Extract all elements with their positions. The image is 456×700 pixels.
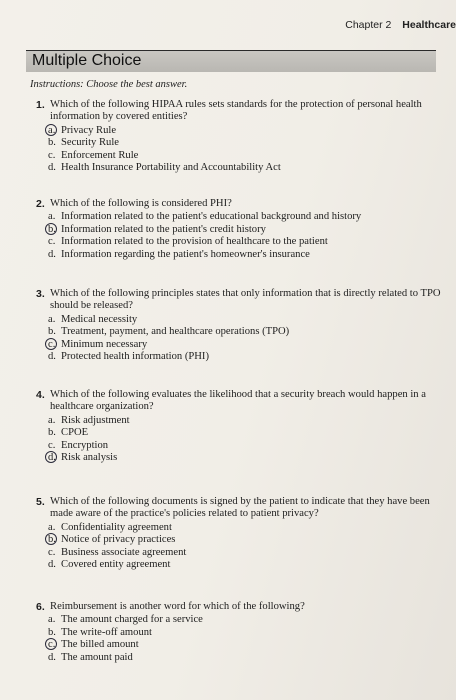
circled-option-letter: b. xyxy=(48,534,61,546)
question-number: 2. xyxy=(36,198,45,210)
option-text: Health Insurance Portability and Accountability Act xyxy=(61,162,281,174)
option-text: CPOE xyxy=(61,427,89,439)
answer-option xyxy=(48,339,446,351)
option-text: Medical necessity xyxy=(61,313,138,325)
option-text: The write-off amount xyxy=(61,626,152,638)
option-text: Risk adjustment xyxy=(61,414,130,426)
answer-options xyxy=(48,211,446,261)
answer-option xyxy=(48,236,446,248)
answer-option xyxy=(48,547,446,559)
option-letter: a. xyxy=(48,211,56,223)
answer-option xyxy=(48,150,446,162)
question-text: Which of the following principles states that only information that is directly related to TPO should be released? xyxy=(50,288,441,312)
option-text: Information related to the patient's educational background and history xyxy=(61,211,362,223)
answer-options xyxy=(48,314,446,364)
circled-option-letter: c. xyxy=(48,639,61,651)
question-text: Which of the following HIPAA rules sets standards for the protection of personal health information by covered entities? xyxy=(50,99,422,123)
question-stem xyxy=(36,389,446,414)
option-text: Minimum necessary xyxy=(61,338,148,350)
answer-option xyxy=(48,440,446,452)
circled-option-letter: a. xyxy=(48,125,61,137)
circled-option-letter: c. xyxy=(48,339,61,351)
answer-options xyxy=(48,522,446,572)
question-3 xyxy=(36,288,446,363)
option-text: Privacy Rule xyxy=(61,124,117,136)
option-letter: b. xyxy=(48,427,56,439)
question-6 xyxy=(36,601,446,664)
question-2 xyxy=(36,198,446,261)
option-letter: d. xyxy=(48,248,56,260)
question-text: Which of the following is considered PHI? xyxy=(50,198,232,209)
option-letter: b. xyxy=(48,326,56,338)
answer-option xyxy=(48,162,446,174)
question-5 xyxy=(36,496,446,571)
answer-option xyxy=(48,125,446,137)
answer-option xyxy=(48,559,446,571)
option-letter: d. xyxy=(48,651,56,663)
option-letter: c. xyxy=(48,546,56,558)
subject-label: Healthcare xyxy=(402,19,456,31)
option-letter: c. xyxy=(48,439,56,451)
question-text: Which of the following documents is signed by the patient to indicate that they have been made aware of the practice's policies related to patient privacy? xyxy=(50,496,430,520)
option-letter: a. xyxy=(48,614,56,626)
option-letter: d. xyxy=(48,351,56,363)
option-text: The amount paid xyxy=(61,651,133,663)
option-text: Confidentiality agreement xyxy=(61,521,172,533)
question-number: 3. xyxy=(36,288,45,300)
option-text: The amount charged for a service xyxy=(61,614,203,626)
answer-option xyxy=(48,522,446,534)
answer-option xyxy=(48,249,446,261)
option-text: Information regarding the patient's homeowner's insurance xyxy=(61,248,310,260)
option-text: The billed amount xyxy=(61,639,139,651)
question-4 xyxy=(36,389,446,464)
option-text: Risk analysis xyxy=(61,452,118,464)
question-number: 1. xyxy=(36,99,45,111)
option-letter: a. xyxy=(48,521,56,533)
option-text: Information related to the patient's credit history xyxy=(61,223,266,235)
answer-options xyxy=(48,125,446,175)
answer-option xyxy=(48,614,446,626)
question-number: 6. xyxy=(36,601,45,613)
circled-option-letter: b. xyxy=(48,224,61,236)
running-header xyxy=(345,19,456,31)
answer-option xyxy=(48,452,446,464)
answer-option xyxy=(48,427,446,439)
answer-option xyxy=(48,137,446,149)
option-letter: c. xyxy=(48,236,56,248)
option-text: Security Rule xyxy=(61,137,119,149)
option-text: Enforcement Rule xyxy=(61,149,139,161)
option-text: Encryption xyxy=(61,439,109,451)
option-letter: d. xyxy=(48,559,56,571)
option-text: Business associate agreement xyxy=(61,546,187,558)
answer-option xyxy=(48,639,446,651)
answer-option xyxy=(48,314,446,326)
answer-option xyxy=(48,326,446,338)
question-stem xyxy=(36,198,446,210)
option-text: Notice of privacy practices xyxy=(61,534,176,546)
section-title: Multiple Choice xyxy=(32,52,142,69)
section-header-bar xyxy=(26,50,436,72)
option-text: Protected health information (PHI) xyxy=(61,351,209,363)
question-stem xyxy=(36,601,446,613)
answer-option xyxy=(48,652,446,664)
option-letter: a. xyxy=(48,313,56,325)
question-text: Reimbursement is another word for which of the following? xyxy=(50,601,305,612)
option-letter: c. xyxy=(48,149,56,161)
answer-options xyxy=(48,415,446,465)
option-letter: d. xyxy=(48,162,56,174)
answer-option xyxy=(48,415,446,427)
option-text: Treatment, payment, and healthcare operations (TPO) xyxy=(61,326,290,338)
option-letter: b. xyxy=(48,137,56,149)
option-letter: a. xyxy=(48,414,56,426)
question-1 xyxy=(36,99,446,174)
option-text: Information related to the provision of healthcare to the patient xyxy=(61,236,328,248)
question-stem xyxy=(36,496,446,521)
question-number: 5. xyxy=(36,496,45,508)
answer-option xyxy=(48,534,446,546)
answer-option xyxy=(48,211,446,223)
option-letter: b. xyxy=(48,626,56,638)
answer-option xyxy=(48,627,446,639)
chapter-label: Chapter 2 xyxy=(345,19,392,31)
question-number: 4. xyxy=(36,389,45,401)
answer-options xyxy=(48,614,446,664)
answer-option xyxy=(48,224,446,236)
answer-option xyxy=(48,351,446,363)
instructions: Instructions: Choose the best answer. xyxy=(30,79,188,90)
option-text: Covered entity agreement xyxy=(61,559,171,571)
question-stem xyxy=(36,99,446,124)
question-stem xyxy=(36,288,446,313)
circled-option-letter: d. xyxy=(48,452,61,464)
question-text: Which of the following evaluates the likelihood that a security breach would happen in a healthcare organization? xyxy=(50,389,426,413)
